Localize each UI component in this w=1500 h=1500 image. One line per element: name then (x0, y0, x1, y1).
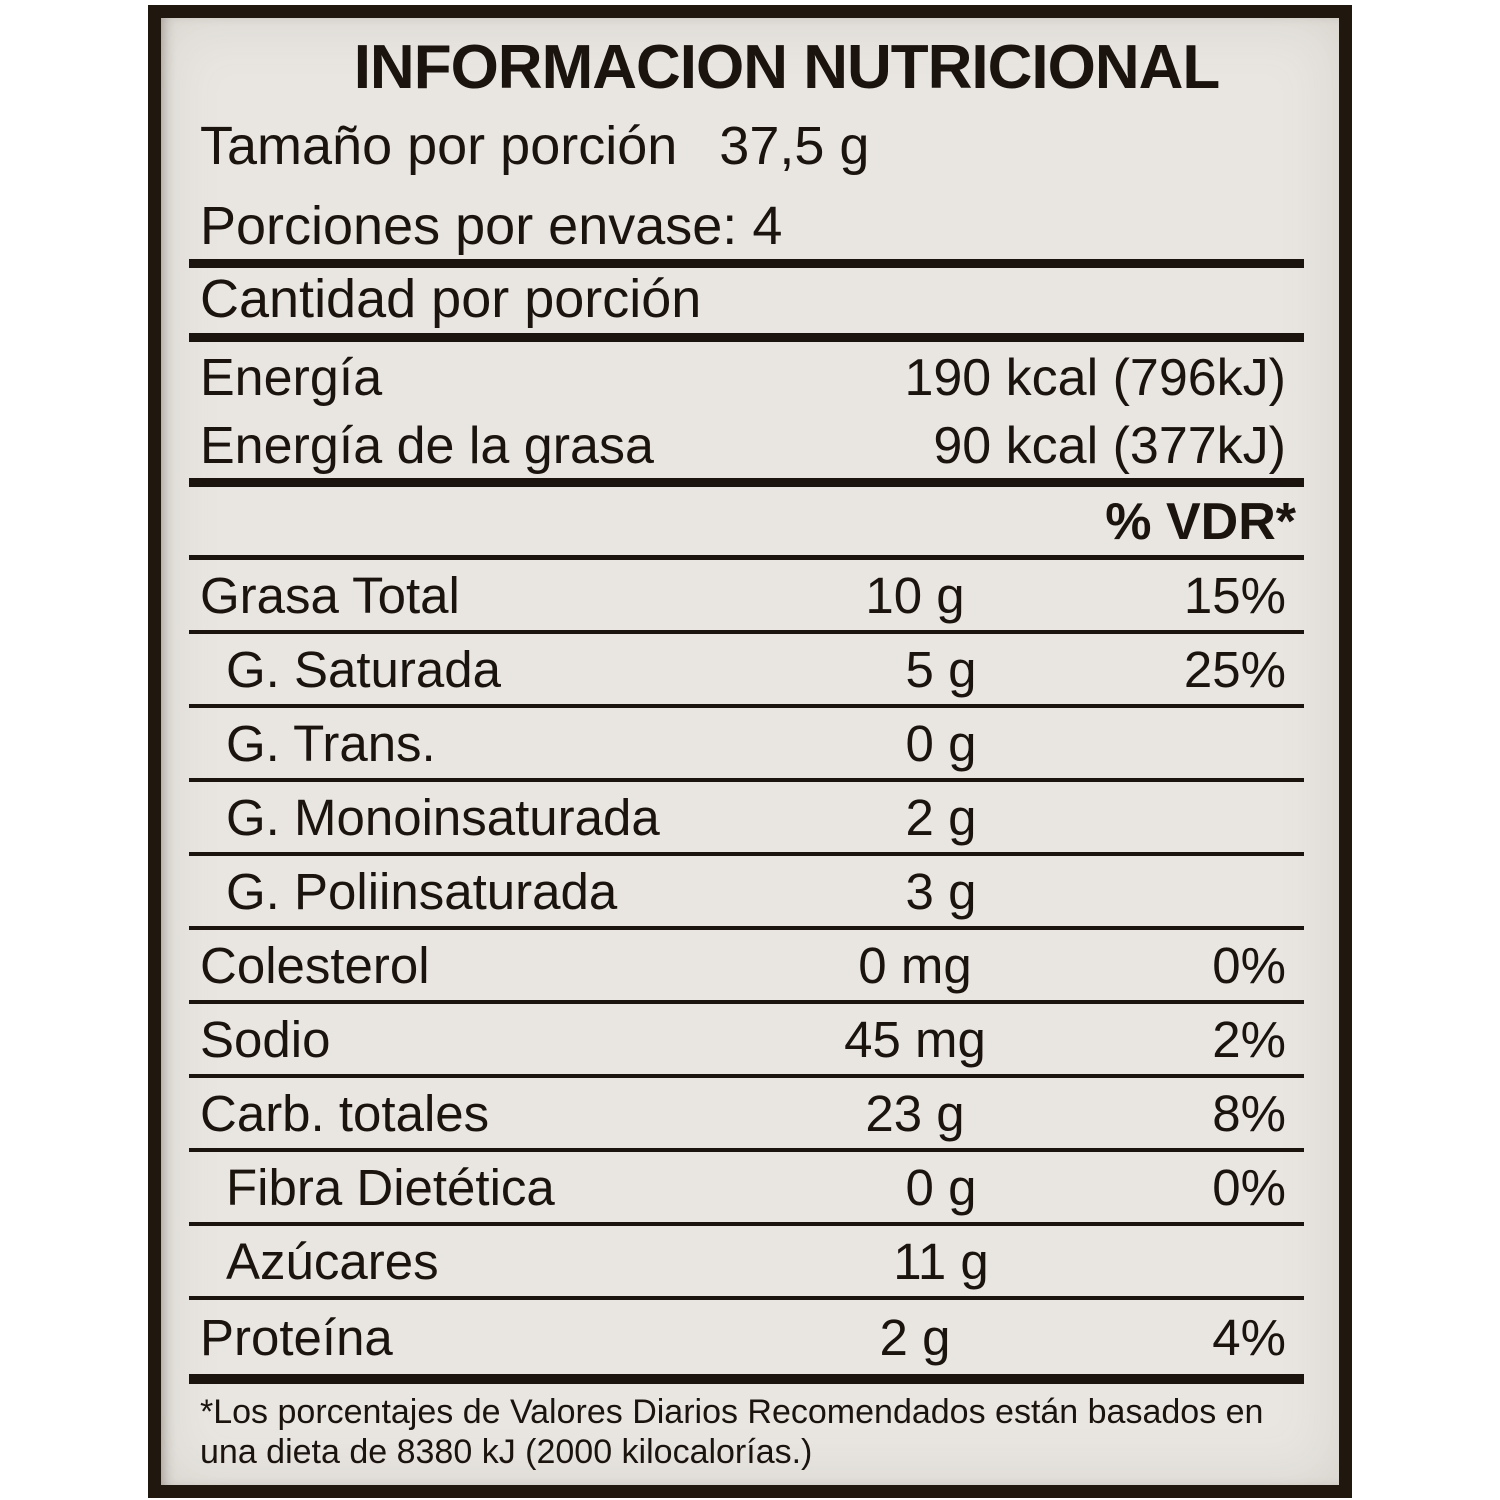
serving-size-value: 37,5 g (719, 116, 870, 176)
nutrient-amount: 2 g (879, 1308, 951, 1366)
nutrient-amount: 0 mg (858, 936, 972, 994)
nutrient-dv: 0% (1212, 936, 1286, 994)
amount-per-serving-heading: Cantidad por porción (189, 268, 1304, 342)
nutrient-row (189, 1300, 1304, 1374)
nutrient-row (189, 1078, 1304, 1152)
nutrient-row (189, 1004, 1304, 1078)
nutrient-name: Colesterol (200, 936, 430, 994)
nutrient-table (189, 560, 1304, 1374)
nutrient-name: Fibra Dietética (226, 1158, 555, 1216)
nutrient-amount: 45 mg (844, 1010, 986, 1068)
nutrient-row (189, 856, 1304, 930)
nutrient-dv: 15% (1183, 566, 1286, 624)
nutrient-amount: 10 g (865, 566, 965, 624)
nutrient-name: Carb. totales (200, 1084, 490, 1142)
nutrient-amount: 2 g (905, 788, 977, 846)
nutrient-name: G. Trans. (226, 714, 436, 772)
nutrient-dv: 4% (1212, 1308, 1286, 1366)
energy-name: Energía (200, 349, 383, 407)
nutrient-row (189, 930, 1304, 1004)
nutrient-row (189, 634, 1304, 708)
nutrient-amount: 0 g (905, 1158, 977, 1216)
nutrient-row (189, 1226, 1304, 1300)
section-divider (189, 478, 1304, 487)
section-divider (189, 259, 1304, 268)
nutrient-name: G. Monoinsaturada (226, 788, 660, 846)
energy-name: Energía de la grasa (200, 417, 654, 475)
serving-size-label: Tamaño por porción (200, 116, 678, 176)
footnote (189, 1392, 1304, 1472)
energy-value: 90 kcal (377kJ) (933, 417, 1286, 475)
nutrient-row (189, 560, 1304, 634)
nutrient-amount: 11 g (893, 1232, 989, 1290)
nutrient-name: G. Saturada (226, 640, 501, 698)
nutrient-dv: 8% (1212, 1084, 1286, 1142)
nutrient-name: G. Poliinsaturada (226, 862, 618, 920)
energy-section (189, 350, 1304, 474)
nutrient-row (189, 1152, 1304, 1226)
nutrient-dv: 25% (1183, 640, 1286, 698)
nutrient-name: Grasa Total (200, 566, 460, 624)
footnote-divider (189, 1374, 1304, 1384)
nutrient-name: Proteína (200, 1308, 393, 1366)
energy-row (189, 418, 1304, 474)
nutrient-dv: 0% (1212, 1158, 1286, 1216)
energy-row (189, 350, 1304, 406)
nutrient-row (189, 782, 1304, 856)
footnote-line-1: *Los porcentajes de Valores Diarios Recomendados están basados en (200, 1393, 1264, 1431)
daily-value-header: % VDR* (189, 487, 1304, 560)
footnote-line-2: una dieta de 8380 kJ (2000 kilocalorías.) (200, 1433, 813, 1471)
nutrient-amount: 0 g (905, 714, 977, 772)
energy-value: 190 kcal (796kJ) (904, 349, 1286, 407)
nutrient-amount: 3 g (905, 862, 977, 920)
nutrient-name: Azúcares (226, 1232, 439, 1290)
nutrient-dv: 2% (1212, 1010, 1286, 1068)
nutrition-label (148, 5, 1352, 1498)
nutrient-name: Sodio (200, 1010, 331, 1068)
serving-size-row (189, 117, 1304, 175)
servings-per-container-row: Porciones por envase: 4 (200, 196, 783, 256)
nutrient-amount: 23 g (865, 1084, 965, 1142)
nutrient-row (189, 708, 1304, 782)
nutrient-amount: 5 g (905, 640, 977, 698)
label-title: INFORMACION NUTRICIONAL (353, 33, 1220, 102)
